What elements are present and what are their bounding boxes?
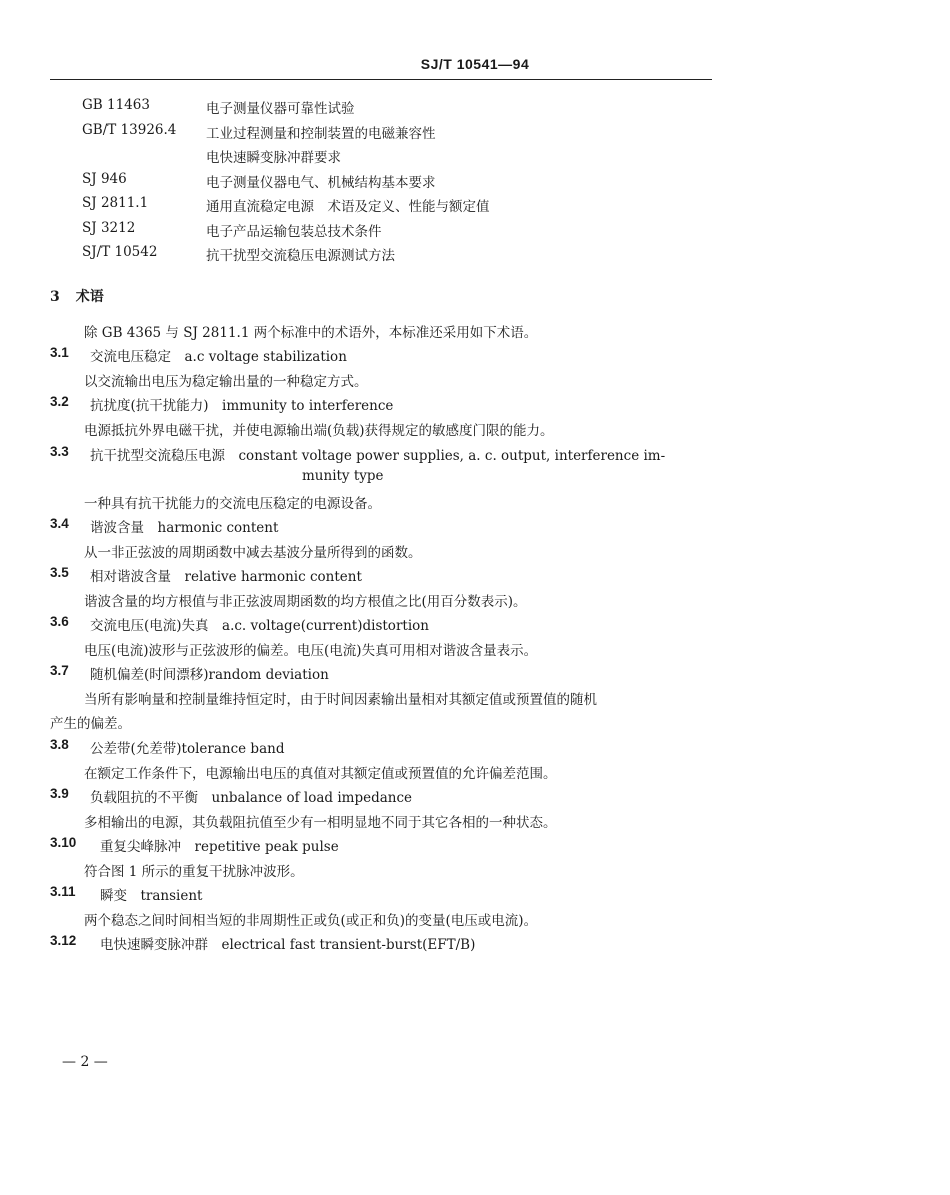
- running-header: SJ/T 10541—94: [420, 56, 530, 72]
- term-number: 3.4: [50, 516, 69, 531]
- reference-code: SJ 3212: [82, 220, 136, 236]
- term-definition: 谐波含量的均方根值与非正弦波周期函数的均方根值之比(用百分数表示)。: [84, 594, 527, 610]
- term-number: 3.3: [50, 444, 69, 459]
- term-name: 相对谐波含量 relative harmonic content: [90, 569, 362, 585]
- reference-code: GB/T 13926.4: [82, 122, 177, 138]
- reference-title: 通用直流稳定电源 术语及定义、性能与额定值: [206, 199, 490, 215]
- term-name: 随机偏差(时间漂移)random deviation: [90, 667, 329, 683]
- term-definition: 电压(电流)波形与正弦波形的偏差。电压(电流)失真可用相对谐波含量表示。: [84, 643, 538, 659]
- section-number: 3: [50, 289, 60, 305]
- term-number: 3.11: [50, 884, 76, 899]
- term-number: 3.7: [50, 663, 69, 678]
- term-number: 3.2: [50, 394, 69, 409]
- term-number: 3.12: [50, 933, 77, 948]
- term-name: 交流电压稳定 a.c voltage stabilization: [90, 349, 347, 365]
- term-definition: 从一非正弦波的周期函数中减去基波分量所得到的函数。: [84, 545, 422, 561]
- term-name: 重复尖峰脉冲 repetitive peak pulse: [100, 839, 339, 855]
- term-name: 谐波含量 harmonic content: [90, 520, 279, 536]
- term-number: 3.6: [50, 614, 69, 629]
- section-heading: [50, 286, 104, 306]
- reference-title: 抗干扰型交流稳压电源测试方法: [206, 248, 395, 264]
- term-number: 3.5: [50, 565, 69, 580]
- term-definition-continued: 产生的偏差。: [50, 716, 131, 732]
- term-name: 电快速瞬变脉冲群 electrical fast transient-burst(EFT/B): [100, 937, 476, 953]
- term-definition: 符合图 1 所示的重复干扰脉冲波形。: [84, 864, 304, 880]
- section-title: 术语: [75, 289, 104, 305]
- term-number: 3.9: [50, 786, 69, 801]
- section-intro: 除 GB 4365 与 SJ 2811.1 两个标准中的术语外，本标准还采用如下术语。: [84, 325, 538, 341]
- reference-title: 电子测量仪器可靠性试验: [206, 101, 355, 117]
- reference-code: SJ 946: [82, 171, 127, 187]
- reference-code: SJ 2811.1: [82, 195, 149, 211]
- term-definition: 两个稳态之间时间相当短的非周期性正或负(或正和负)的变量(电压或电流)。: [84, 913, 538, 929]
- term-name-continued: munity type: [302, 468, 384, 484]
- term-definition: 电源抵抗外界电磁干扰，并使电源输出端(负载)获得规定的敏感度门限的能力。: [84, 423, 554, 439]
- header-rule: [50, 79, 712, 80]
- term-number: 3.1: [50, 345, 69, 360]
- reference-title: 工业过程测量和控制装置的电磁兼容性: [206, 126, 436, 142]
- term-name: 公差带(允差带)tolerance band: [90, 741, 285, 757]
- term-name: 负载阻抗的不平衡 unbalance of load impedance: [90, 790, 413, 806]
- term-name: 抗干扰型交流稳压电源 constant voltage power supplies, a. c. output, interference im-: [90, 448, 666, 464]
- term-number: 3.10: [50, 835, 77, 850]
- reference-title: 电子测量仪器电气、机械结构基本要求: [206, 175, 436, 191]
- reference-title: 电快速瞬变脉冲群要求: [206, 150, 341, 166]
- term-number: 3.8: [50, 737, 69, 752]
- term-name: 交流电压(电流)失真 a.c. voltage(current)distortion: [90, 618, 429, 634]
- term-name: 瞬变 transient: [100, 888, 203, 904]
- term-definition: 一种具有抗干扰能力的交流电压稳定的电源设备。: [84, 496, 381, 512]
- term-definition: 多相输出的电源，其负载阻抗值至少有一相明显地不同于其它各相的一种状态。: [84, 815, 557, 831]
- reference-code: GB 11463: [82, 97, 150, 113]
- reference-title: 电子产品运输包装总技术条件: [206, 224, 382, 240]
- term-definition: 在额定工作条件下，电源输出电压的真值对其额定值或预置值的允许偏差范围。: [84, 766, 557, 782]
- reference-code: SJ/T 10542: [82, 244, 158, 260]
- term-definition: 以交流输出电压为稳定输出量的一种稳定方式。: [84, 374, 368, 390]
- term-name: 抗扰度(抗干扰能力) immunity to interference: [90, 398, 394, 414]
- page-number: — 2 —: [62, 1054, 108, 1070]
- term-definition: 当所有影响量和控制量维持恒定时，由于时间因素输出量相对其额定值或预置值的随机: [84, 692, 597, 708]
